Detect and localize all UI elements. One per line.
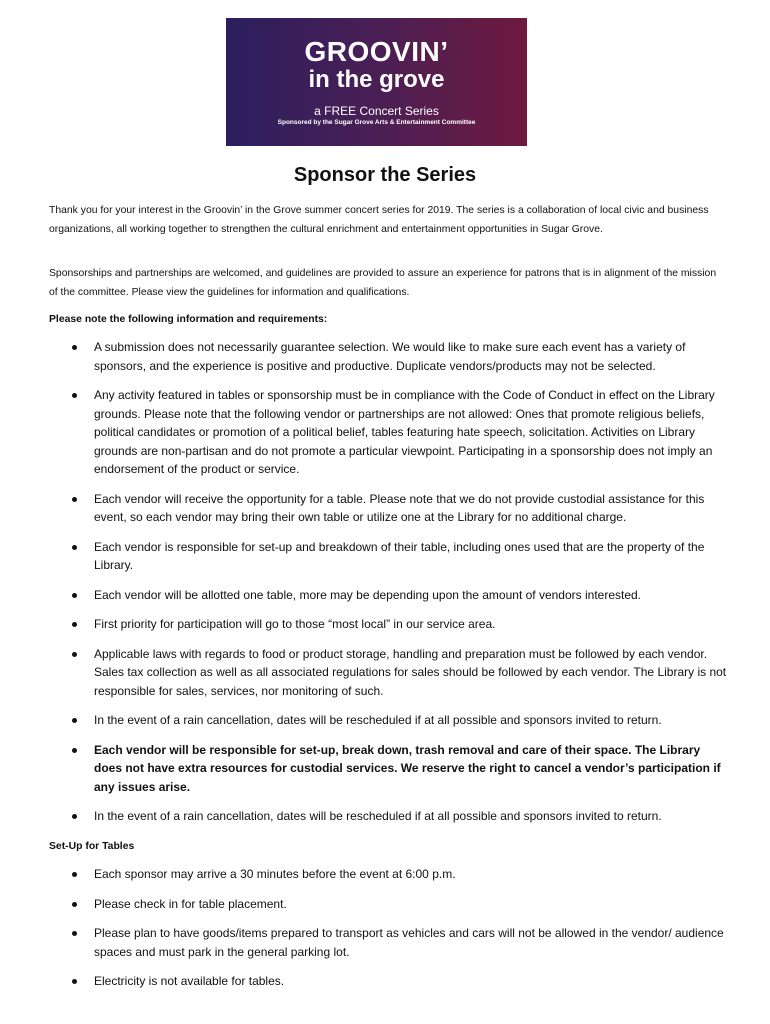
setup-list (0, 865, 770, 991)
list-item (0, 645, 770, 701)
logo-title: GROOVIN’ (304, 36, 449, 67)
list-item (0, 386, 770, 479)
list-item-text: Any activity featured in tables or sponsorship must be in compliance with the Code of Conduct in effect on the Library grounds. Please note that the following vendor or partnerships are not allowed: Ones that promote religious beliefs, political candidates or promotion of a political belief, tables featuring hate speech, solicitation. Activities on Library grounds are non-partisan and do not promote a particular viewpoint. Participating in a sponsorship does not imply an endorsement of the product or service. (94, 388, 715, 476)
bullet-icon (72, 545, 77, 550)
bullet-icon (72, 814, 77, 819)
bullet-icon (72, 718, 77, 723)
bullet-icon (72, 931, 77, 936)
logo-subtitle: in the grove (308, 66, 445, 93)
setup-heading: Set-Up for Tables (49, 841, 135, 852)
bullet-icon (72, 979, 77, 984)
bullet-icon (72, 872, 77, 877)
page-title: Sponsor the Series (293, 164, 477, 186)
banner-tagline: a FREE Concert Series (314, 104, 439, 118)
bullet-icon (72, 593, 77, 598)
intro-paragraph: Thank you for your interest in the Groovin’ in the Grove summer concert series for 2019. The series is a collaboration of local civic and business organizations, all working together to strengthen the cultural enrichment and entertainment opportunities in Sugar Grove. (49, 205, 709, 235)
requirements-heading: Please note the following information and requirements: (49, 314, 328, 325)
list-item (0, 338, 770, 375)
list-item (0, 586, 770, 605)
list-item-text: Please plan to have goods/items prepared to transport as vehicles and cars will not be allowed in the vendor/ audience spaces and must park in the general parking lot. (94, 926, 724, 959)
bullet-icon (72, 622, 77, 627)
list-item-text: Electricity is not available for tables. (94, 974, 285, 988)
list-item (0, 895, 770, 914)
list-item (0, 924, 770, 961)
list-item (0, 741, 770, 797)
list-item (0, 807, 770, 826)
list-item-text: Each sponsor may arrive a 30 minutes before the event at 6:00 p.m. (94, 867, 456, 881)
list-item-text: Each vendor will receive the opportunity for a table. Please note that we do not provide custodial assistance for this event, so each vendor may bring their own table or utilize one at the Library for no additional charge. (94, 491, 705, 524)
list-item-text: In the event of a rain cancellation, dates will be rescheduled if at all possible and sponsors invited to return. (94, 809, 662, 823)
bullet-icon (72, 345, 77, 350)
list-item-text: First priority for participation will go to those “most local” in our service area. (94, 617, 496, 631)
list-item-text: Each vendor will be allotted one table, more may be depending upon the amount of vendors interested. (94, 587, 642, 602)
bullet-icon (72, 902, 77, 907)
bullet-icon (72, 393, 77, 398)
list-item-text: Each vendor is responsible for set-up and breakdown of their table, including ones used that are the property of the Library. (94, 539, 705, 572)
list-item-text: Applicable laws with regards to food or product storage, handling and preparation must be followed by each vendor. Sales tax collection as well as all associated regulations for sales should be followed by each vendor. The Library is not responsible for sales, services, nor monitoring of such. (94, 646, 727, 698)
list-item-text: A submission does not necessarily guarantee selection. We would like to make sure each event has a variety of sponsors, and the experience is positive and productive. Duplicate vendors/products may not be selected. (94, 340, 686, 373)
requirements-list (0, 338, 770, 826)
banner-sponsor-line: Sponsored by the Sugar Grove Arts & Entertainment Committee (277, 119, 476, 126)
bullet-icon (72, 748, 77, 753)
bullet-icon (72, 652, 77, 657)
sponsorships-paragraph: Sponsorships and partnerships are welcomed, and guidelines are provided to assure an experience for patrons that is in alignment of the mission of the committee. Please view the guidelines for information and qualifications. (49, 268, 717, 298)
list-item-text: Each vendor will be responsible for set-up, break down, trash removal and care of their space. The Library does not have extra resources for custodial services. We reserve the right to cancel a vendor’s participation if any issues arise. (94, 742, 721, 794)
list-item (0, 865, 770, 884)
list-item (0, 615, 770, 634)
list-item-text: In the event of a rain cancellation, dates will be rescheduled if at all possible and sponsors invited to return. (94, 713, 662, 727)
list-item (0, 490, 770, 527)
list-item (0, 972, 770, 991)
list-item-text: Please check in for table placement. (94, 896, 287, 911)
groovin-banner (226, 18, 527, 146)
bullet-icon (72, 497, 77, 502)
list-item (0, 711, 770, 730)
list-item (0, 538, 770, 575)
